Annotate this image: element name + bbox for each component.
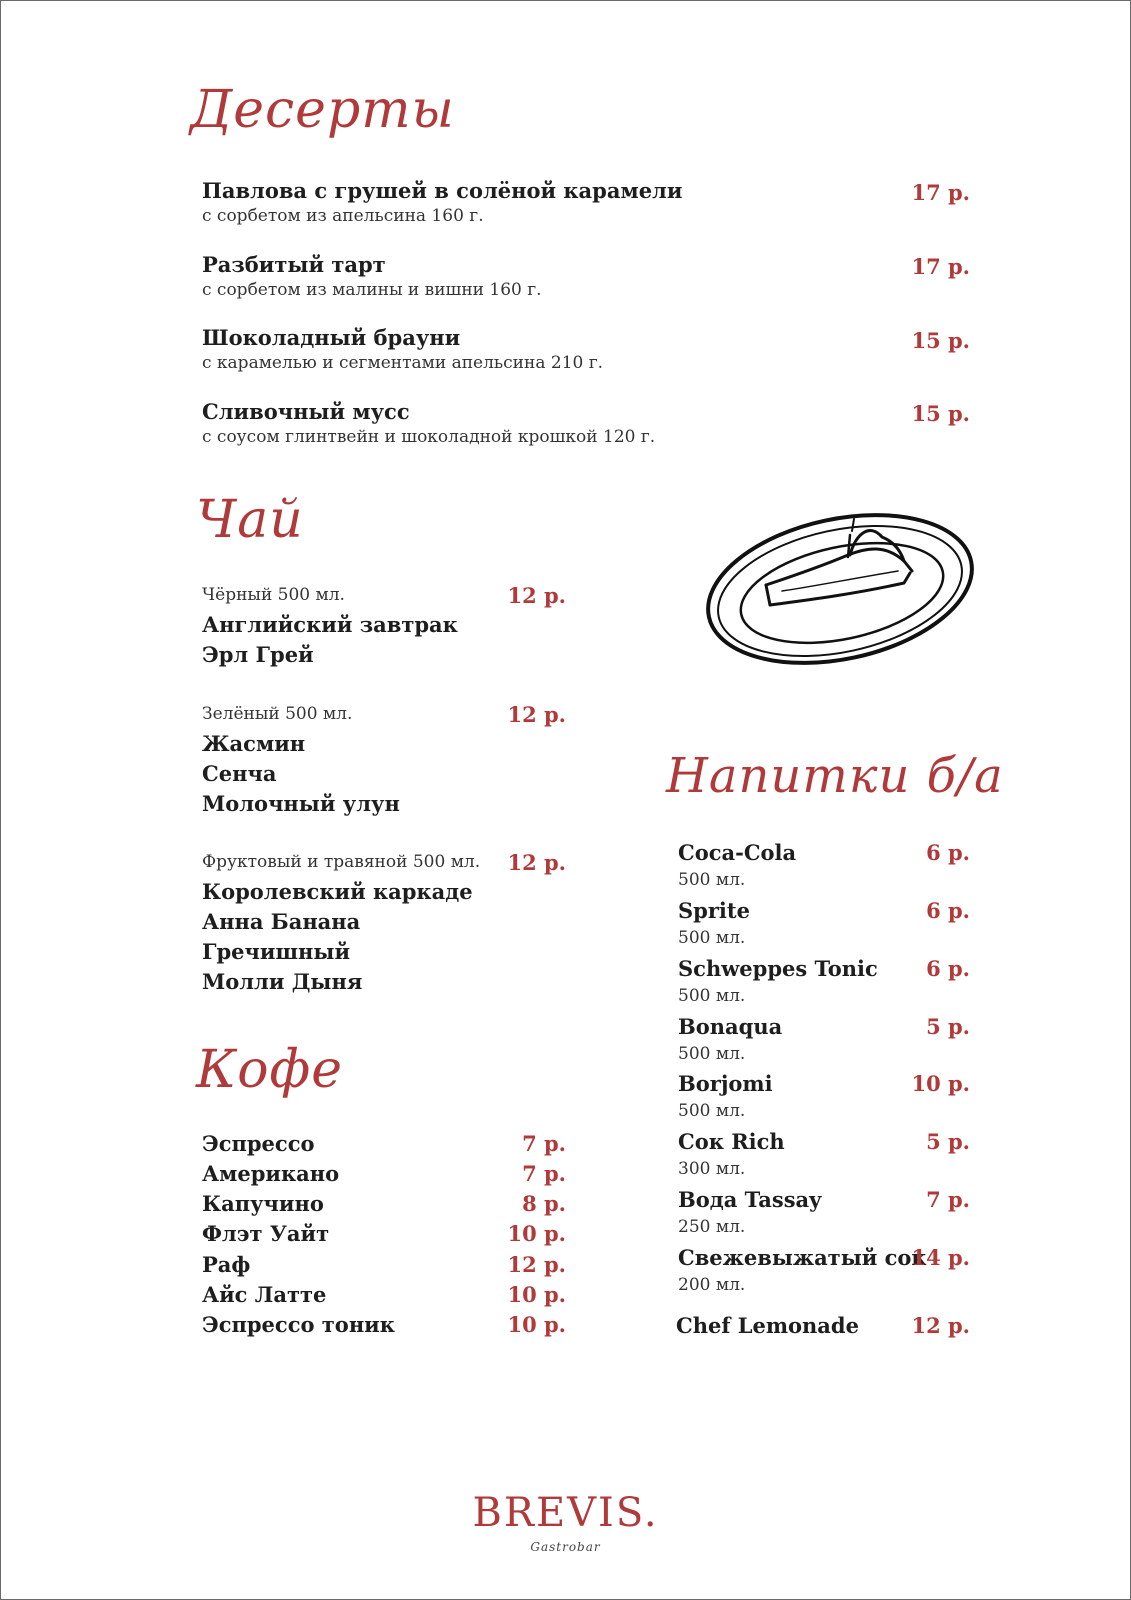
coffee-name: Флэт Уайт [202,1221,330,1246]
drink-name: Вода Tassay [678,1187,822,1212]
tea-group-label: Зелёный 500 мл. [202,704,353,724]
tea-group-price: 12 р. [507,850,566,875]
drink-name: Свежевыжатый сок [678,1245,927,1270]
dessert-desc: с сорбетом из апельсина 160 г. [202,206,484,226]
drink-name: Chef Lemonade [676,1313,859,1338]
dessert-desc: с карамелью и сегментами апельсина 210 г. [202,353,604,373]
tea-item: Жасмин [202,731,306,756]
drink-volume: 500 мл. [678,1044,746,1064]
drink-volume: 500 мл. [678,870,746,890]
drink-volume: 500 мл. [678,928,746,948]
coffee-name: Айс Латте [202,1282,327,1307]
tea-group-price: 12 р. [507,702,566,727]
coffee-price: 8 р. [522,1191,566,1216]
drink-volume: 500 мл. [678,986,746,1006]
drink-volume: 200 мл. [678,1275,746,1295]
coffee-name: Эспрессо [202,1131,315,1156]
drink-price: 6 р. [926,956,970,981]
dessert-name: Шоколадный брауни [202,325,461,350]
tea-group-label: Фруктовый и травяной 500 мл. [202,852,481,872]
drinks-title: Напитки б/а [666,748,1004,804]
drink-price: 5 р. [926,1129,970,1154]
drink-name: Bonaqua [678,1014,783,1039]
brand-subtitle: Gastrobar [530,1540,601,1554]
drink-price: 12 р. [911,1313,970,1338]
dessert-price: 15 р. [911,328,970,353]
tea-item: Молочный улун [202,791,400,816]
tea-item: Сенча [202,761,277,786]
tea-title: Чай [196,490,304,550]
tea-item: Молли Дыня [202,969,363,994]
tea-item: Королевский каркаде [202,879,473,904]
dessert-price: 17 р. [911,180,970,205]
drink-name: Coca-Cola [678,840,797,865]
dessert-name: Разбитый тарт [202,252,386,277]
drink-price: 5 р. [926,1014,970,1039]
brand-logo: BREVIS. [472,1490,659,1536]
drink-name: Schweppes Tonic [678,956,878,981]
dessert-desc: с соусом глинтвейн и шоколадной крошкой 120 г. [202,427,656,447]
dessert-desc: с сорбетом из малины и вишни 160 г. [202,280,542,300]
drink-price: 14 р. [911,1245,970,1270]
drink-name: Borjomi [678,1071,773,1096]
desserts-title: Десерты [190,80,455,140]
coffee-name: Эспрессо тоник [202,1312,395,1337]
drink-price: 7 р. [926,1187,970,1212]
dessert-name: Павлова с грушей в солёной карамели [202,178,683,203]
coffee-price: 10 р. [507,1282,566,1307]
coffee-name: Капучино [202,1191,324,1216]
drink-volume: 500 мл. [678,1101,746,1121]
drink-volume: 250 мл. [678,1217,746,1237]
coffee-price: 12 р. [507,1252,566,1277]
tea-item: Гречишный [202,939,351,964]
tea-item: Анна Банана [202,909,361,934]
tea-item: Английский завтрак [202,612,458,637]
drink-name: Сок Rich [678,1129,785,1154]
drink-name: Sprite [678,898,750,923]
coffee-title: Кофе [196,1040,344,1100]
drink-price: 10 р. [911,1071,970,1096]
drink-price: 6 р. [926,898,970,923]
coffee-price: 10 р. [507,1312,566,1337]
coffee-name: Раф [202,1252,251,1277]
tea-group-label: Чёрный 500 мл. [202,585,345,605]
dessert-price: 17 р. [911,254,970,279]
cake-on-plate-icon [700,505,990,690]
drink-volume: 300 мл. [678,1159,746,1179]
coffee-price: 7 р. [522,1161,566,1186]
drink-price: 6 р. [926,840,970,865]
coffee-price: 7 р. [522,1131,566,1156]
dessert-price: 15 р. [911,401,970,426]
coffee-price: 10 р. [507,1221,566,1246]
tea-item: Эрл Грей [202,642,314,667]
tea-group-price: 12 р. [507,583,566,608]
coffee-name: Американо [202,1161,340,1186]
dessert-name: Сливочный мусс [202,399,410,424]
